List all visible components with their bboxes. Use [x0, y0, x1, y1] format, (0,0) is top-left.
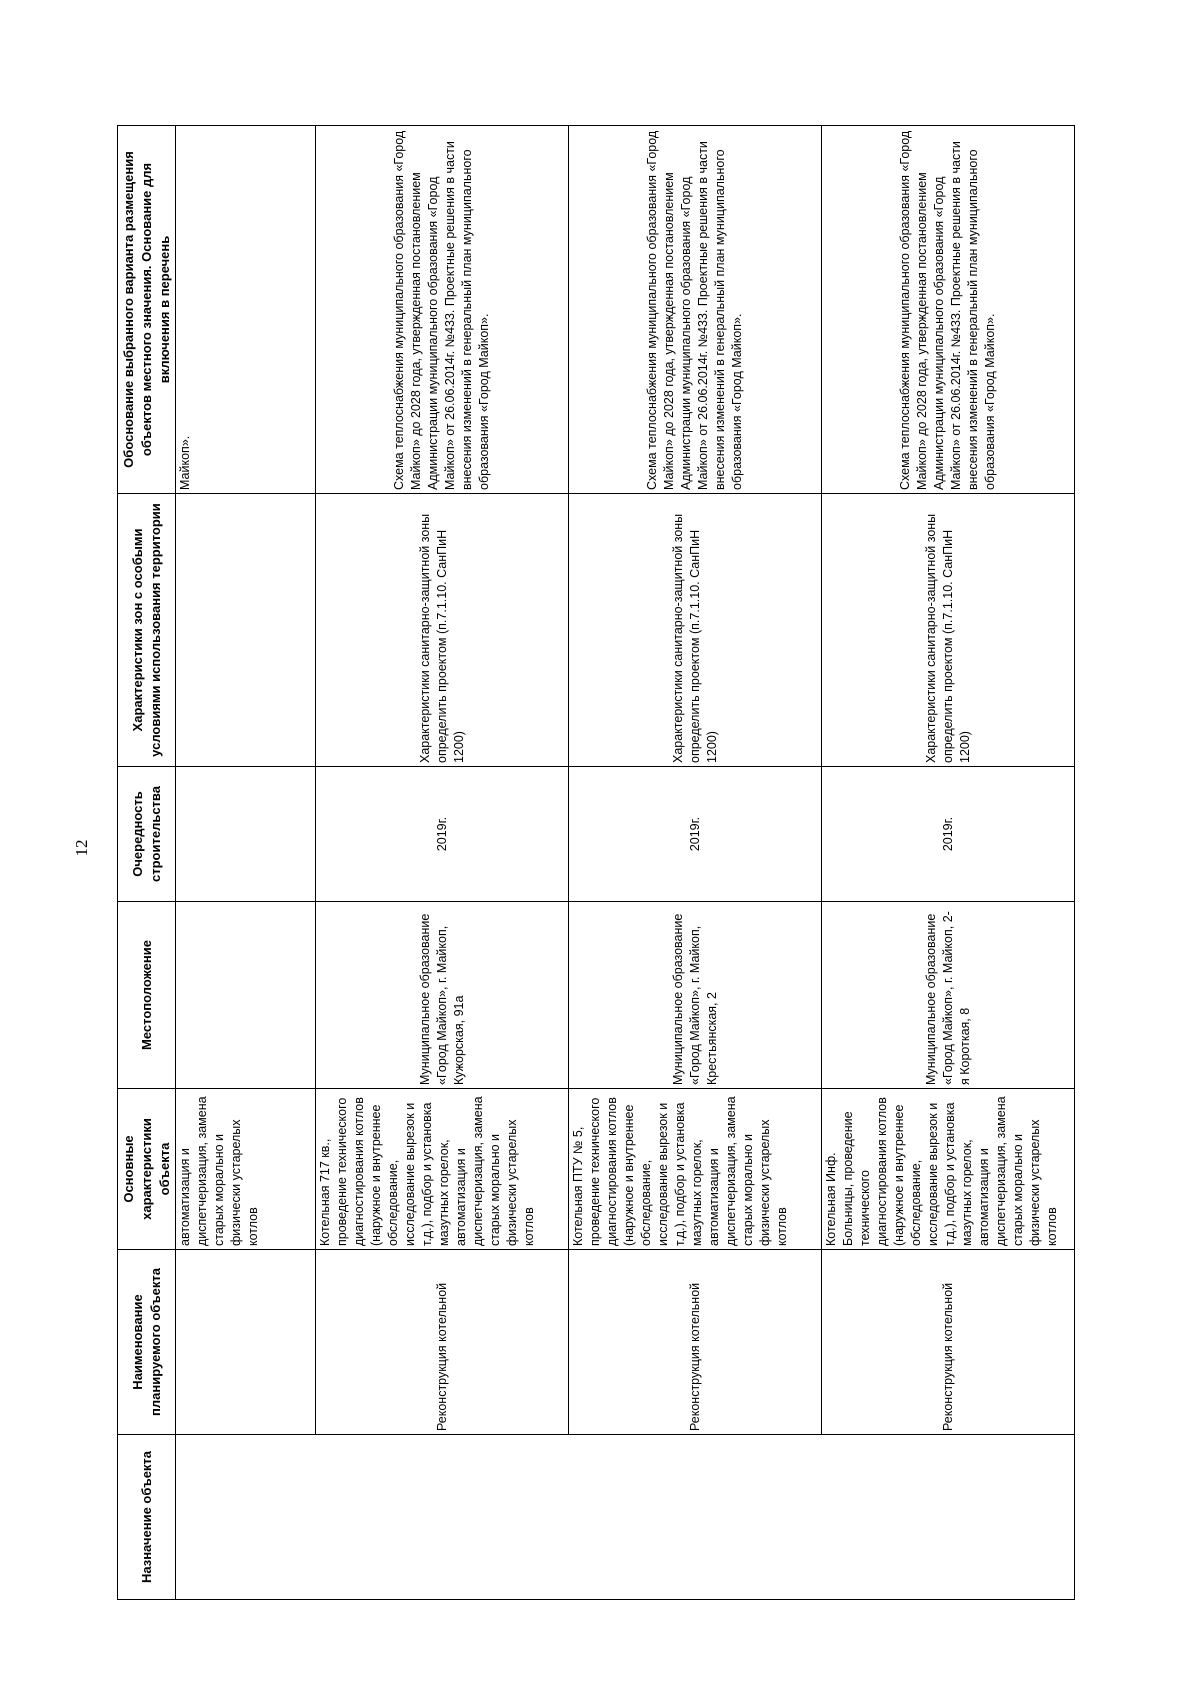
- header-location: Местоположение: [118, 902, 176, 1089]
- cell-object-name: Реконструкция котельной: [316, 1250, 569, 1435]
- table-row: [822, 126, 1075, 1600]
- header-purpose: Назначение объекта: [118, 1435, 176, 1600]
- table-row: [316, 126, 569, 1600]
- table-row: [569, 126, 822, 1600]
- cell-special-zones: Характеристики санитарно-защитной зоны определить проектом (п.7.1.10. СанПиН 1200): [316, 494, 569, 767]
- page-number: 12: [72, 839, 91, 857]
- rotated-table-container: [117, 126, 1075, 1600]
- cell-object-name: Реконструкция котельной: [822, 1250, 1075, 1435]
- cell-object-name: [176, 1250, 316, 1435]
- header-justification: Обоснование выбранного варианта размещения объектов местного значения. Основание для включения в перечень: [118, 126, 176, 494]
- cell-characteristics: Котельная 717 кв., проведение технического диагностирования котлов (наружное и внутреннее обследование, исследование вырезок и т.д.), подбор и установка мазутных горелок, автоматизация и диспетчеризация, замена старых морально и физически устарелых котлов: [316, 1089, 569, 1250]
- cell-justification: Майкоп».: [176, 126, 316, 494]
- table-header-row: [118, 126, 176, 1600]
- header-special-zones: Характеристики зон с особыми условиями использования территории: [118, 494, 176, 767]
- table-row: [176, 126, 316, 1600]
- cell-characteristics: Котельная ПТУ № 5, проведение технического диагностирования котлов (наружное и внутреннее обследование, исследование вырезок и т.д.), подбор и установка мазутных горелок, автоматизация и диспетчеризация, замена старых морально и физически устарелых котлов: [569, 1089, 822, 1250]
- cell-object-name: Реконструкция котельной: [569, 1250, 822, 1435]
- cell-justification: Схема теплоснабжения муниципального образования «Город Майкоп» до 2028 года, утвержденная постановлением Администрации муниципального образования «Город Майкоп» от 26.06.2014г. №433. Проектные решения в части внесения изменений в генеральный план муниципального образования «Город Майкоп».: [316, 126, 569, 494]
- cell-construction-order: [176, 767, 316, 902]
- cell-location: [176, 902, 316, 1089]
- cell-construction-order: 2019г.: [569, 767, 822, 902]
- cell-special-zones: Характеристики санитарно-защитной зоны определить проектом (п.7.1.10. СанПиН 1200): [569, 494, 822, 767]
- cell-special-zones: Характеристики санитарно-защитной зоны определить проектом (п.7.1.10. СанПиН 1200): [822, 494, 1075, 767]
- cell-location: Муниципальное образование «Город Майкоп», г. Майкоп, Кужорская, 91а: [316, 902, 569, 1089]
- header-characteristics: Основные характеристики объекта: [118, 1089, 176, 1250]
- objects-table: [117, 125, 1075, 1600]
- header-construction-order: Очередность строительства: [118, 767, 176, 902]
- cell-construction-order: 2019г.: [316, 767, 569, 902]
- cell-justification: Схема теплоснабжения муниципального образования «Город Майкоп» до 2028 года, утвержденная постановлением Администрации муниципального образования «Город Майкоп» от 26.06.2014г. №433. Проектные решения в части внесения изменений в генеральный план муниципального образования «Город Майкоп».: [822, 126, 1075, 494]
- header-object-name: Наименование планируемого объекта: [118, 1250, 176, 1435]
- cell-construction-order: 2019г.: [822, 767, 1075, 902]
- cell-characteristics: Котельная Инф. Больницы, проведение технического диагностирования котлов (наружное и внутреннее обследование, исследование вырезок и т.д.), подбор и установка мазутных горелок, автоматизация и диспетчеризация, замена старых морально и физически устарелых котлов: [822, 1089, 1075, 1250]
- cell-justification: Схема теплоснабжения муниципального образования «Город Майкоп» до 2028 года, утвержденная постановлением Администрации муниципального образования «Город Майкоп» от 26.06.2014г. №433. Проектные решения в части внесения изменений в генеральный план муниципального образования «Город Майкоп».: [569, 126, 822, 494]
- cell-characteristics: автоматизация и диспетчеризация, замена старых морально и физически устарелых котлов: [176, 1089, 316, 1250]
- cell-location: Муниципальное образование «Город Майкоп», г. Майкоп, Крестьянская, 2: [569, 902, 822, 1089]
- cell-special-zones: [176, 494, 316, 767]
- cell-location: Муниципальное образование «Город Майкоп», г. Майкоп, 2-я Короткая, 8: [822, 902, 1075, 1089]
- cell-purpose: [176, 1435, 1075, 1600]
